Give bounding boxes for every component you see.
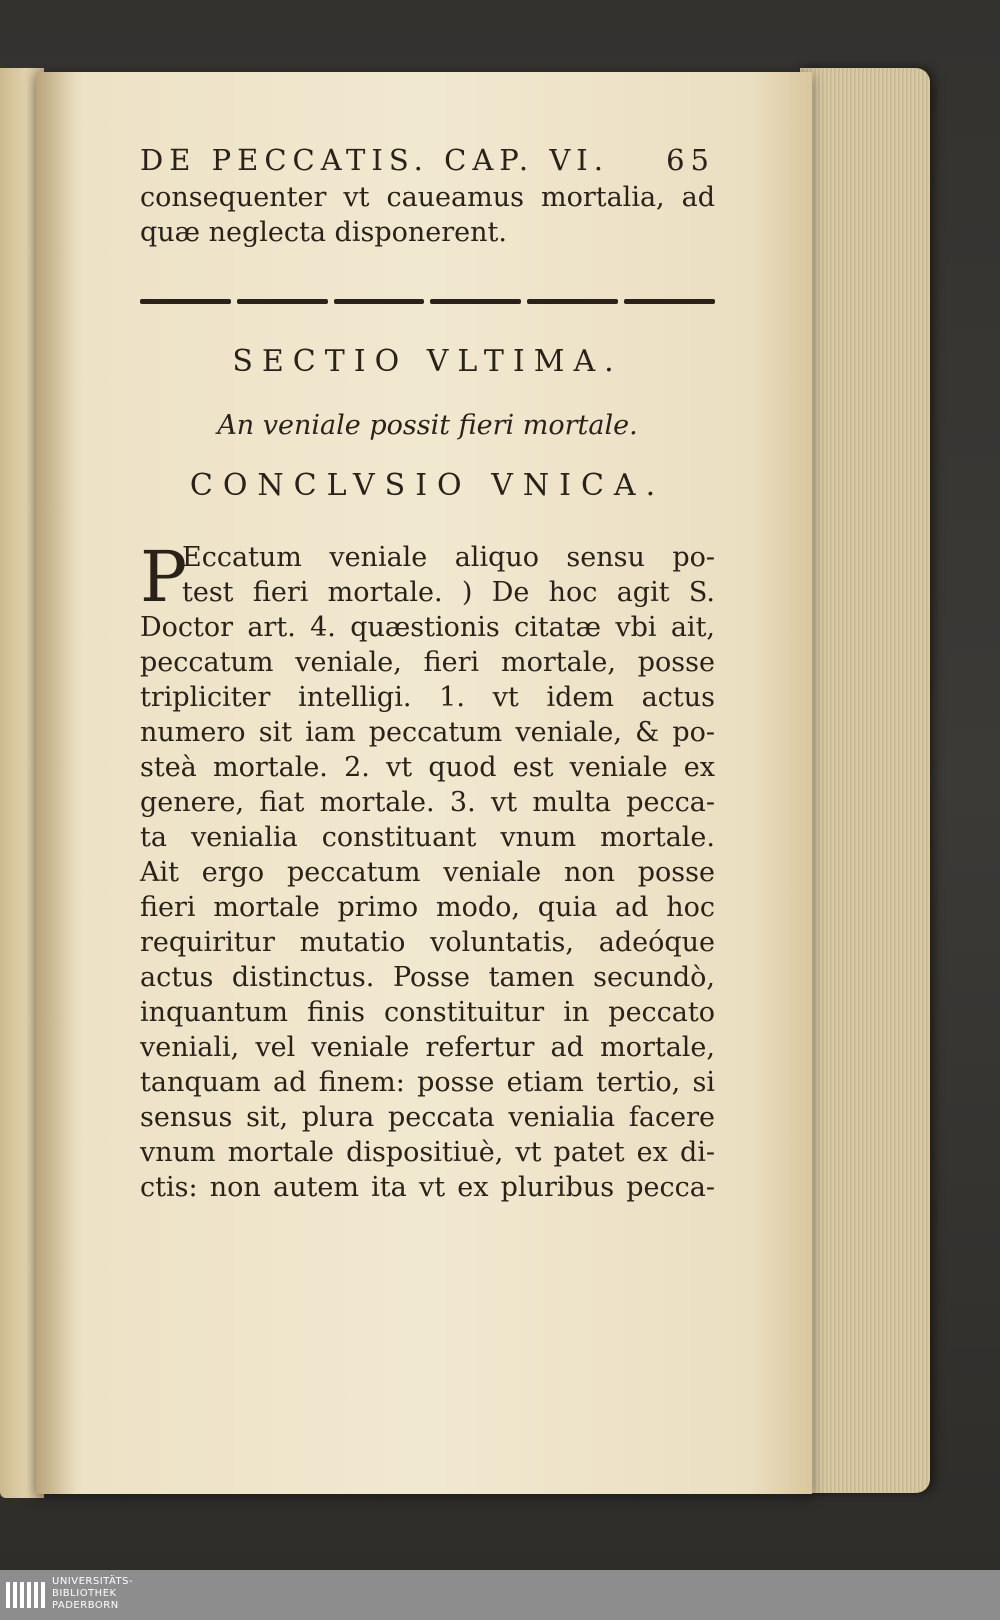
library-footer: [0, 1570, 1000, 1620]
text-line: Ait ergo peccatum veniale non posse: [140, 857, 715, 888]
page-text: [140, 140, 715, 1205]
library-logo-text: UNIVERSITÄTS- BIBLIOTHEK PADERBORN: [52, 1576, 134, 1611]
text-line: steà mortale. 2. vt quod est veniale ex: [140, 752, 715, 783]
text-line: tripliciter intelligi. 1. vt idem actus: [140, 682, 715, 713]
section-title: SECTIO VLTIMA.: [232, 344, 623, 379]
text-line: actus distinctus. Posse tamen secundò,: [140, 962, 715, 993]
text-line: peccatum veniale, fieri mortale, posse: [140, 647, 715, 678]
text-line: quæ neglecta disponerent.: [140, 217, 507, 248]
text-line: Eccatum veniale aliquo sensu po-: [182, 542, 715, 573]
page-number: 65: [666, 143, 715, 177]
ornamental-rule: [140, 286, 715, 316]
text-line: ctis: non autem ita vt ex pluribus pecca-: [140, 1172, 715, 1203]
text-line: consequenter vt caueamus mortalia, ad: [140, 182, 715, 213]
text-line: Doctor art. 4. quæstionis citatæ vbi ait,: [140, 612, 715, 643]
text-line: requiritur mutatio voluntatis, adeóque: [140, 927, 715, 958]
text-line: ta venialia constituant vnum mortale.: [140, 822, 715, 853]
conclusio-heading: CONCLVSIO VNICA.: [189, 468, 666, 503]
conclusio-paragraph: [140, 536, 715, 1205]
running-title: DE PECCATIS. CAP. VI.: [140, 143, 609, 177]
text-line: veniali, vel veniale refertur ad mortale,: [140, 1032, 715, 1063]
text-line: genere, fiat mortale. 3. vt multa pecca-: [140, 787, 715, 818]
text-line: fieri mortale primo modo, quia ad hoc: [140, 892, 715, 923]
page-gutter-shadow: [36, 72, 76, 1494]
text-line: test fieri mortale. ) De hoc agit S.: [182, 577, 715, 608]
text-line: sensus sit, plura peccata venialia facere: [140, 1102, 715, 1133]
text-line: vnum mortale dispositiuè, vt patet ex di-: [140, 1137, 715, 1168]
text-line: tanquam ad finem: posse etiam tertio, si: [140, 1067, 715, 1098]
text-line: numero sit iam peccatum veniale, & po-: [140, 717, 715, 748]
page-block-edges: [800, 68, 930, 1493]
running-header: [140, 140, 715, 180]
library-logo-icon: [6, 1582, 45, 1608]
drop-cap: P: [140, 536, 188, 618]
section-subtitle: An veniale possit fieri mortale.: [217, 410, 638, 441]
text-line: inquantum finis constituitur in peccato: [140, 997, 715, 1028]
